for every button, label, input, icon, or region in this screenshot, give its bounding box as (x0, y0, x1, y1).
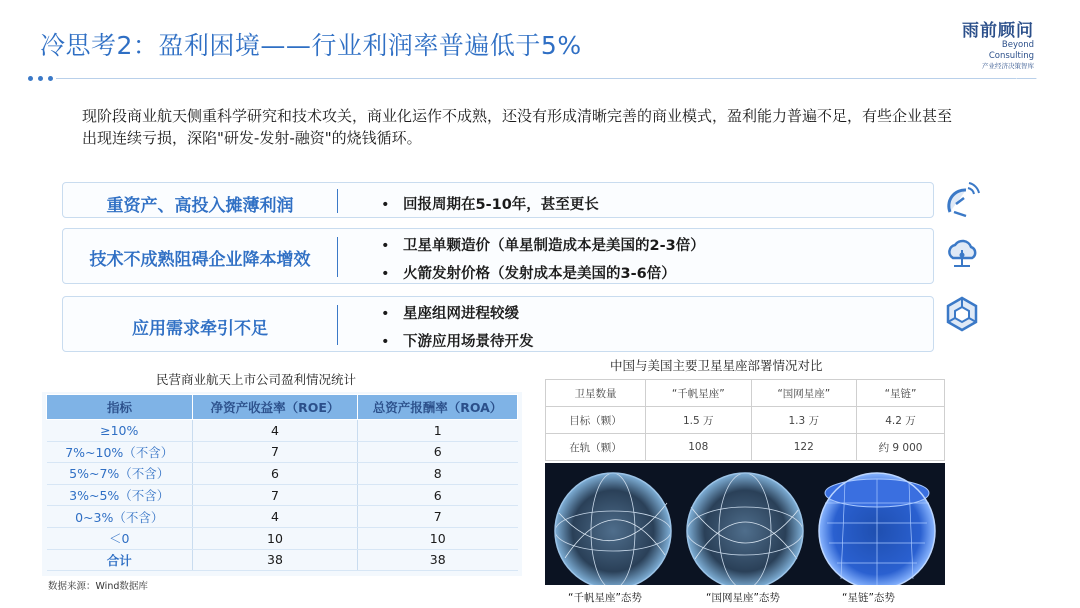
table-row (47, 484, 518, 506)
reason-bullet (381, 262, 676, 283)
column-header: “国网星座” (751, 380, 857, 407)
table-cell: ＜0 (47, 527, 193, 549)
table-cell: 5%~7%（不含） (47, 463, 193, 485)
table-row (47, 527, 518, 549)
bullet-dot: • (381, 238, 390, 254)
intro-paragraph: 现阶段商业航天侧重科学研究和技术攻关，商业化运作不成熟，还没有形成清晰完善的商业模式，盈利能力普遍不足，有些企业甚至出现连续亏损，深陷"研发-发射-融资"的烧钱循环。 (82, 107, 953, 147)
globe-label-guowang: “国网星座”态势 (706, 592, 780, 604)
column-header: 净资产收益率（ROE） (193, 395, 358, 420)
table-row (546, 407, 945, 434)
reason-bullet (381, 193, 599, 214)
table-cell: 7 (193, 441, 358, 463)
column-header: 指标 (47, 395, 193, 420)
table-header-row (546, 380, 945, 407)
column-header: “千帆星座” (646, 380, 752, 407)
column-header: “星链” (857, 380, 945, 407)
constellation-table (545, 379, 945, 461)
header-divider-end (1016, 78, 1049, 94)
table-total-row (47, 549, 518, 571)
profit-table (46, 394, 518, 571)
table-cell: 3%~5%（不含） (47, 484, 193, 506)
globe-starlink (819, 473, 935, 585)
table-cell: 6 (358, 484, 518, 506)
table-cell: 在轨（颗） (546, 434, 646, 461)
table-cell: 6 (193, 463, 358, 485)
bullet-dot: • (381, 197, 390, 213)
data-source-note: 数据来源：Wind数据库 (48, 581, 148, 592)
table-cell: 0~3%（不含） (47, 506, 193, 528)
bullet-text: 星座组网进程较缓 (403, 306, 519, 322)
logo-chinese-name: 雨前顾问 (962, 21, 1034, 41)
cloud-network-icon (944, 236, 980, 272)
reason-bullet (381, 330, 534, 351)
reason-label: 技术不成熟阻碍企业降本增效 (89, 250, 311, 270)
table-cell: 1 (358, 420, 518, 442)
table-row (47, 420, 518, 442)
profit-table-caption: 民营商业航天上市公司盈利情况统计 (156, 372, 357, 387)
table-row (47, 441, 518, 463)
table-cell: 10 (193, 527, 358, 549)
table-cell: 4 (193, 420, 358, 442)
reason-row-heavy-assets (62, 182, 934, 218)
table-cell: 合计 (47, 549, 193, 571)
table-cell: 108 (646, 434, 752, 461)
column-header: 总资产报酬率（ROA） (358, 395, 518, 420)
reason-row-immature-tech (62, 228, 934, 284)
bullet-text: 回报周期在5-10年，甚至更长 (403, 197, 599, 213)
table-cell: 38 (193, 549, 358, 571)
page-title: 冷思考2：盈利困境——行业利润率普遍低于5% (40, 31, 582, 60)
hexagon-network-icon (944, 296, 980, 332)
table-cell: 8 (358, 463, 518, 485)
reason-label: 应用需求牵引不足 (132, 319, 268, 339)
reason-row-weak-demand (62, 296, 934, 352)
logo-tagline: 产业经济决策智库 (982, 62, 1034, 70)
column-header: 卫星数量 (546, 380, 646, 407)
table-cell: 4 (193, 506, 358, 528)
reason-label: 重资产、高投入摊薄利润 (106, 196, 294, 216)
logo-english-name: Beyond Consulting (988, 40, 1034, 61)
globe-label-qianfan: “千帆星座”态势 (568, 592, 642, 604)
table-cell: 1.3 万 (751, 407, 857, 434)
table-cell: 7 (358, 506, 518, 528)
globe-qianfan (555, 473, 671, 585)
table-cell: 6 (358, 441, 518, 463)
table-row (47, 463, 518, 485)
bullet-text: 下游应用场景待开发 (403, 334, 534, 350)
table-row (546, 434, 945, 461)
table-cell: 目标（颗） (546, 407, 646, 434)
bullet-text: 火箭发射价格（发射成本是美国的3-6倍） (403, 266, 676, 282)
table-cell: 4.2 万 (857, 407, 945, 434)
table-cell: 122 (751, 434, 857, 461)
bullet-dot: • (381, 306, 390, 322)
row-divider (337, 189, 338, 213)
row-divider (337, 237, 338, 277)
row-divider (337, 305, 338, 345)
table-cell: 38 (358, 549, 518, 571)
bullet-dot: • (381, 334, 390, 350)
table-cell: 约 9 000 (857, 434, 945, 461)
bullet-dot: • (381, 266, 390, 282)
table-row (47, 506, 518, 528)
table-cell: 1.5 万 (646, 407, 752, 434)
constellation-globes-image (545, 463, 945, 585)
table-cell: 7%~10%（不含） (47, 441, 193, 463)
table-cell: 10 (358, 527, 518, 549)
bullet-text: 卫星单颗造价（单星制造成本是美国的2-3倍） (403, 238, 705, 254)
table-cell: 7 (193, 484, 358, 506)
globe-label-starlink: “星链”态势 (842, 592, 895, 604)
globe-guowang (687, 473, 803, 585)
header-divider (56, 78, 1016, 79)
table-cell: ≥10% (47, 420, 193, 442)
table-header-row (47, 395, 518, 420)
satellite-dish-icon (944, 182, 980, 218)
brand-logo (958, 22, 1034, 71)
decorative-dots (28, 76, 53, 81)
reason-bullet (381, 234, 705, 255)
reason-bullet (381, 302, 519, 323)
constellation-table-caption: 中国与美国主要卫星星座部署情况对比 (610, 358, 823, 373)
